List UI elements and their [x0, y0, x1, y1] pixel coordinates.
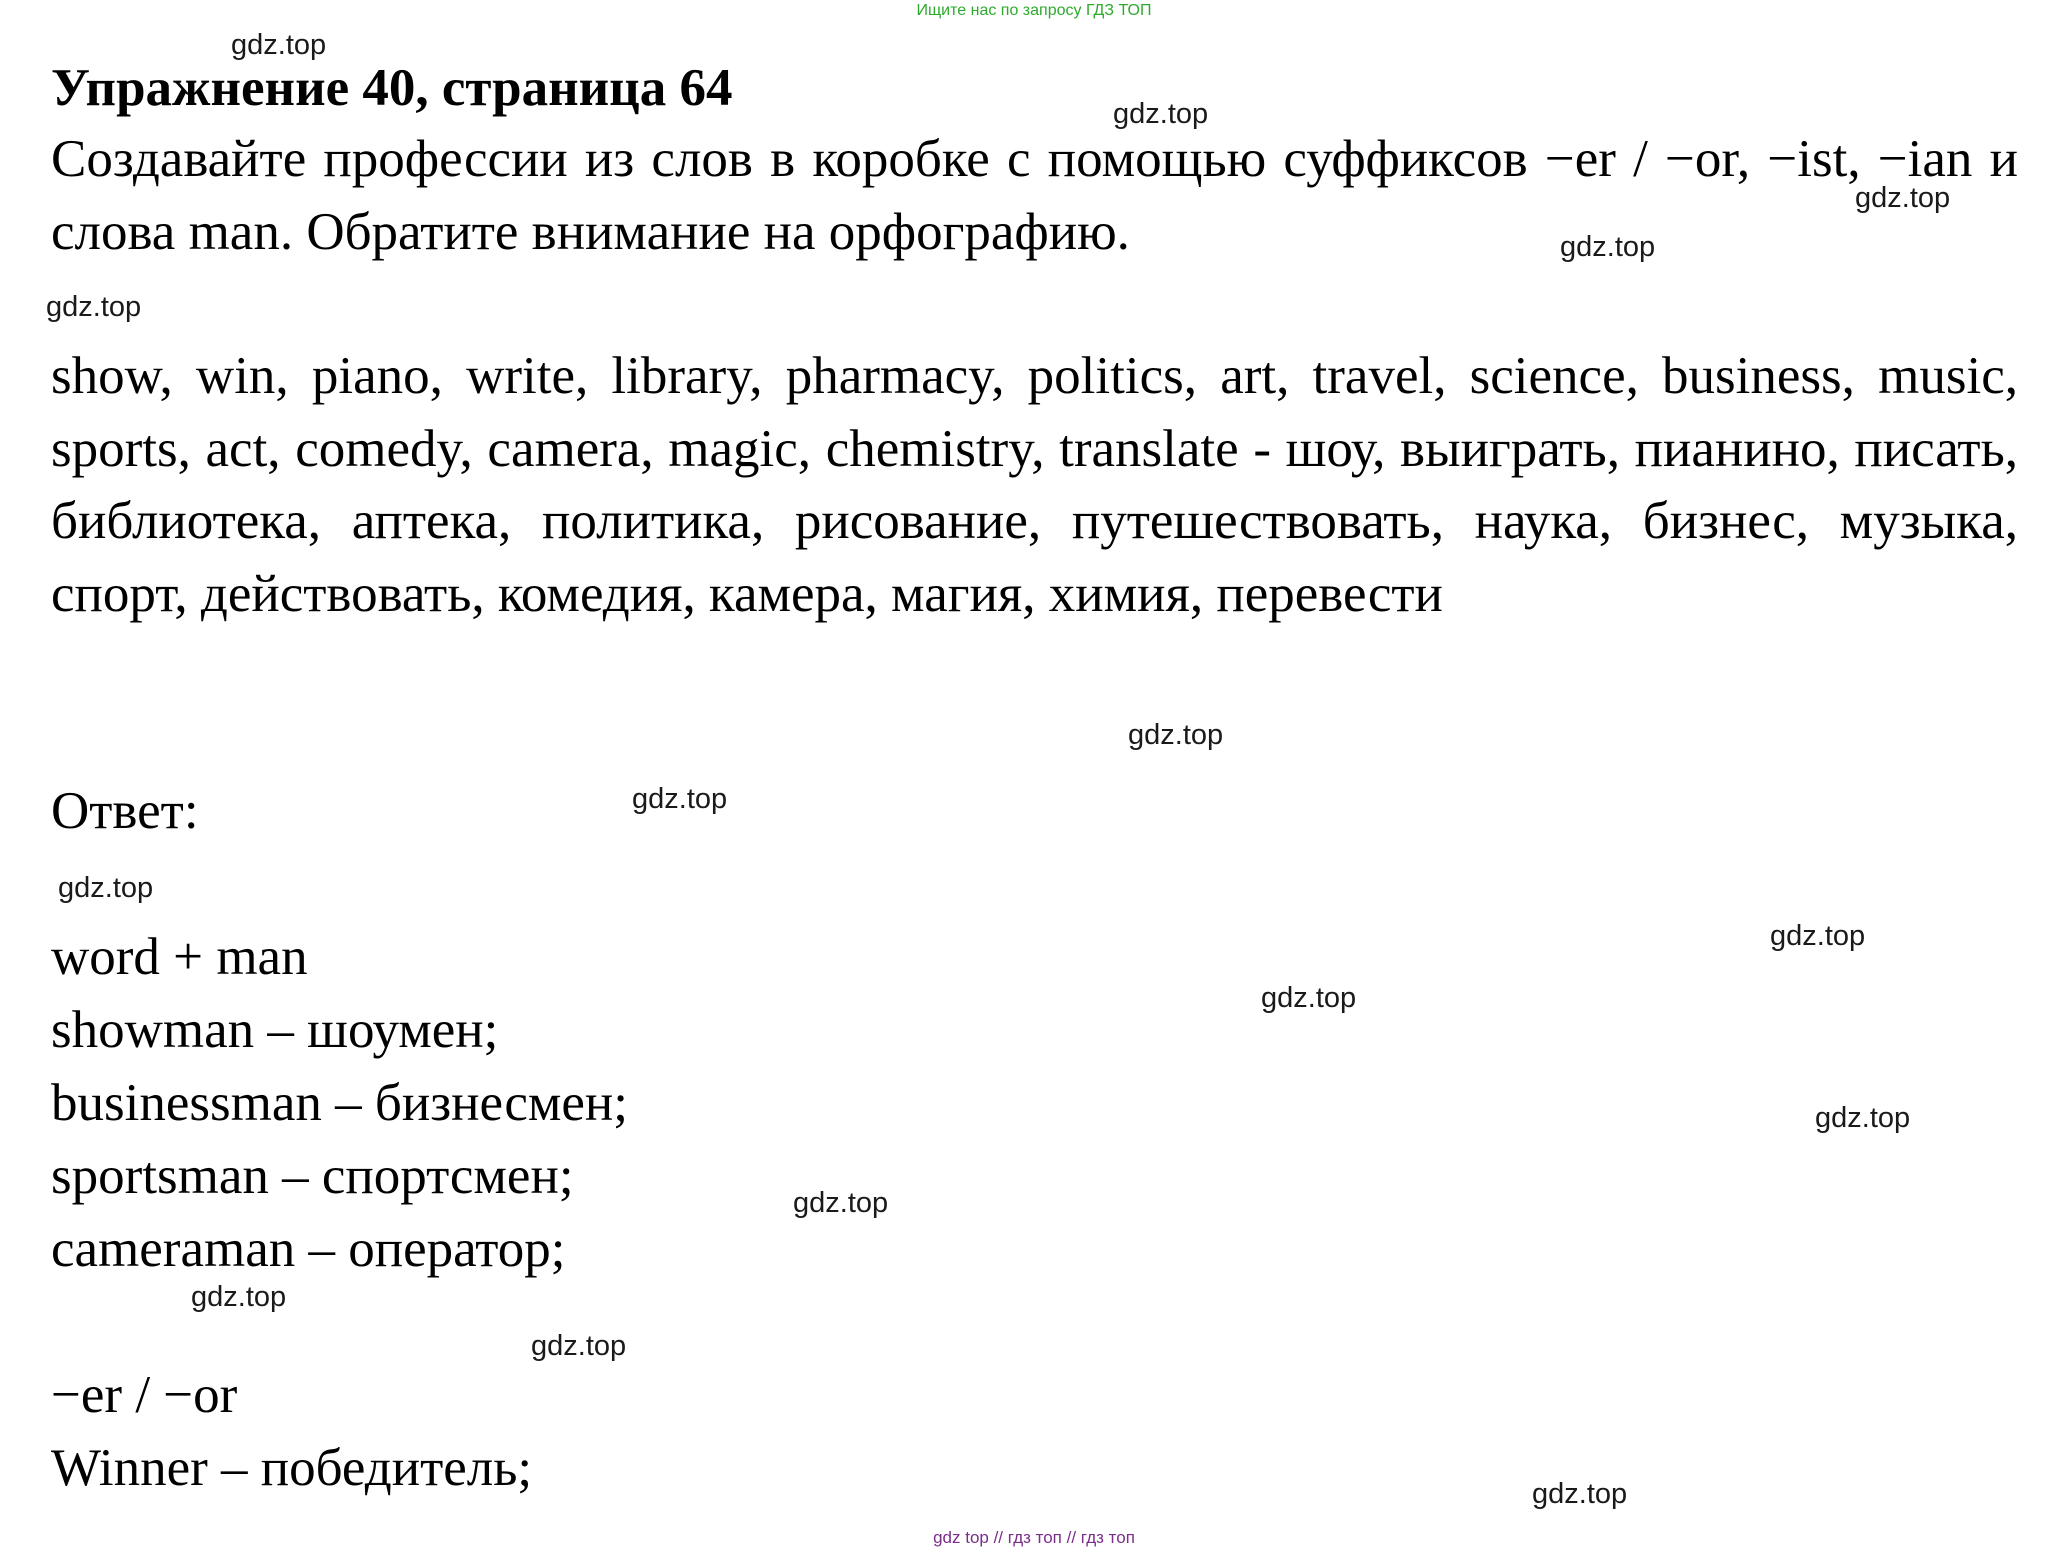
watermark: gdz.top: [1815, 1102, 1911, 1134]
top-banner: Ищите нас по запросу ГДЗ ТОП: [916, 2, 1152, 19]
watermark: gdz.top: [1560, 231, 1656, 263]
watermark: gdz.top: [1770, 920, 1866, 952]
watermark: gdz.top: [632, 783, 728, 815]
watermark: gdz.top: [191, 1281, 287, 1313]
watermark: gdz.top: [793, 1187, 889, 1219]
exercise-instruction: Создавайте профессии из слов в коробке с помощью суффиксов −er / −or, −ist, −ian и слова man. Обратите внимание на орфографию.: [51, 130, 2018, 261]
word-box-text: show, win, piano, write, library, pharmacy, politics, art, travel, science, business, music, sports, act, comedy, camera, magic, chemistry, translate - шоу, выиграть, пианино, писать, библиотека, аптека, политика, рисование, путешествовать, наука, бизнес, музыка, спорт, действовать, комедия, камера, магия, химия, перевести: [51, 347, 2018, 623]
page-title: Упражнение 40, страница 64: [51, 59, 733, 117]
answer-item: sportsman – спортсмен;: [51, 1147, 574, 1205]
answer-label: Ответ:: [51, 782, 199, 840]
answer-item: Winner – победитель;: [51, 1439, 533, 1497]
bottom-banner: gdz top // гдз топ // гдз топ: [933, 1528, 1135, 1547]
watermark: gdz.top: [1855, 182, 1951, 214]
group-er-or-heading: −er / −or: [51, 1366, 238, 1424]
answer-item: businessman – бизнесмен;: [51, 1074, 629, 1132]
answer-item: cameraman – оператор;: [51, 1220, 566, 1278]
answer-item: showman – шоумен;: [51, 1001, 499, 1059]
watermark: gdz.top: [1532, 1478, 1628, 1510]
watermark: gdz.top: [531, 1330, 627, 1362]
group-man-heading: word + man: [51, 928, 308, 986]
watermark: gdz.top: [58, 872, 154, 904]
watermark: gdz.top: [46, 291, 142, 323]
watermark: gdz.top: [1128, 719, 1224, 751]
watermark: gdz.top: [231, 29, 327, 61]
watermark: gdz.top: [1261, 982, 1357, 1014]
watermark: gdz.top: [1113, 98, 1209, 130]
